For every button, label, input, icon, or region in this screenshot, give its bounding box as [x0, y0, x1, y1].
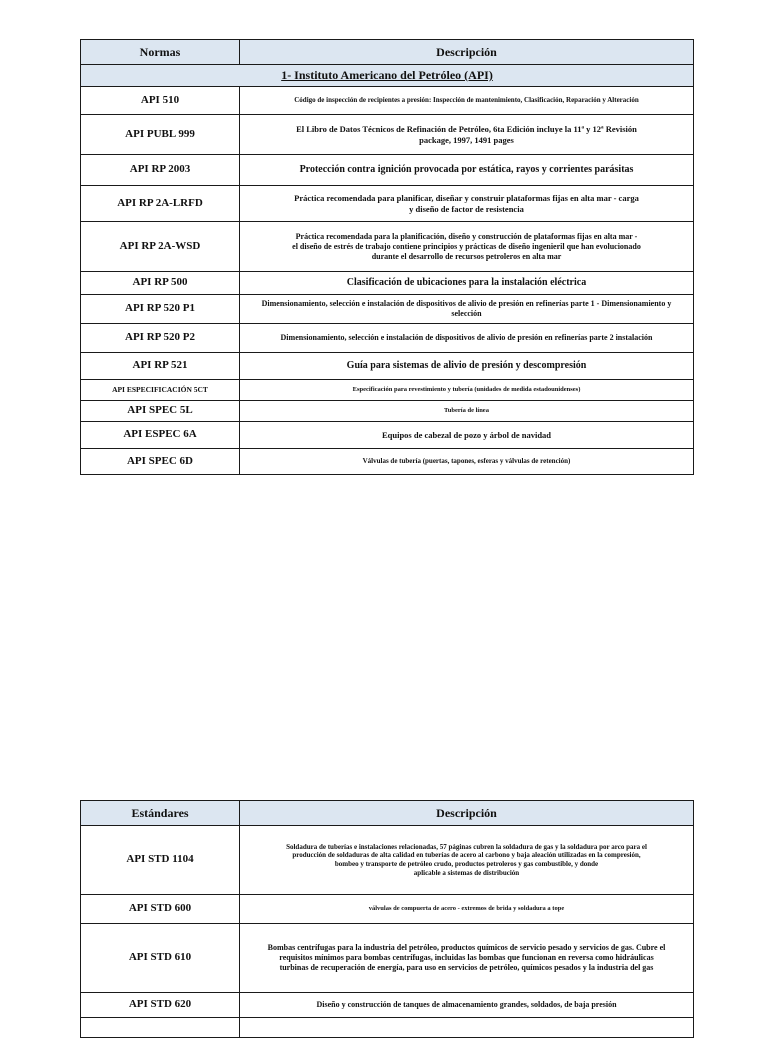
norm-description: Guía para sistemas de alivio de presión y descompresión [240, 353, 694, 380]
norm-code: API RP 520 P2 [81, 324, 240, 353]
norm-description: Práctica recomendada para planificar, diseñar y construir plataformas fijas en alta mar - carga y diseño de factor de resistencia [240, 186, 694, 222]
table-header-row [81, 40, 694, 65]
table-row [81, 186, 694, 222]
header-normas: Normas [81, 40, 240, 65]
standard-code: API STD 610 [81, 924, 240, 993]
norm-code: API RP 520 P1 [81, 295, 240, 324]
table-row [81, 324, 694, 353]
standard-description: Diseño y construcción de tanques de almacenamiento grandes, soldados, de baja presión [240, 993, 694, 1018]
norm-code: API ESPEC 6A [81, 422, 240, 449]
norm-code: API PUBL 999 [81, 115, 240, 155]
norm-code: API 510 [81, 87, 240, 115]
standard-code: API STD 600 [81, 895, 240, 924]
norm-code: API RP 2A-WSD [81, 222, 240, 272]
norm-code: API SPEC 5L [81, 401, 240, 422]
standard-code: API STD 1104 [81, 826, 240, 895]
norm-code: API RP 521 [81, 353, 240, 380]
estandares-table [80, 800, 694, 1038]
norm-description: Equipos de cabezal de pozo y árbol de navidad [240, 422, 694, 449]
table-row [81, 295, 694, 324]
norm-code: API ESPECIFICACIÓN 5CT [81, 380, 240, 401]
table-row [81, 401, 694, 422]
normas-table [80, 39, 694, 475]
section-row [81, 65, 694, 87]
header-estandares: Estándares [81, 801, 240, 826]
table-row [81, 993, 694, 1018]
norm-description: Práctica recomendada para la planificación, diseño y construcción de plataformas fijas en alta mar - el diseño de estrés de trabajo contiene principios y prácticas de diseño ingenieril que han evolucionado durante el desarrollo de recursos petroleros en alta mar [240, 222, 694, 272]
table-row [81, 155, 694, 186]
table-row [81, 826, 694, 895]
norm-description: Tubería de línea [240, 401, 694, 422]
norm-code: API RP 2A-LRFD [81, 186, 240, 222]
norm-description: Especificación para revestimiento y tubería (unidades de medida estadounidenses) [240, 380, 694, 401]
table-row [81, 115, 694, 155]
norm-description: Dimensionamiento, selección e instalación de dispositivos de alivio de presión en refinerías parte 2 instalación [240, 324, 694, 353]
table-row [81, 87, 694, 115]
table-row [81, 272, 694, 295]
standard-code [81, 1018, 240, 1038]
norm-code: API RP 500 [81, 272, 240, 295]
section-title: 1- Instituto Americano del Petróleo (API) [81, 65, 694, 87]
table-row [81, 895, 694, 924]
table-row [81, 222, 694, 272]
norm-description: Código de inspección de recipientes a presión: Inspección de mantenimiento, Clasificación, Reparación y Alteración [240, 87, 694, 115]
header-descripcion: Descripción [240, 801, 694, 826]
table-row [81, 449, 694, 475]
norm-code: API SPEC 6D [81, 449, 240, 475]
table-row [81, 924, 694, 993]
norm-description: Válvulas de tubería (puertas, tapones, esferas y válvulas de retención) [240, 449, 694, 475]
table-row [81, 1018, 694, 1038]
standard-description: Soldadura de tuberías e instalaciones relacionadas, 57 páginas cubren la soldadura de gas y la soldadura por arco para el producción de soldaduras de alta calidad en tuberías de acero al carbono y baja aleación utilizadas en la compresión, bombeo y transporte de petróleo crudo, productos petroleros y gas combustible, y donde aplicable a sistemas de distribución [240, 826, 694, 895]
table-header-row [81, 801, 694, 826]
header-descripcion: Descripción [240, 40, 694, 65]
table-row [81, 353, 694, 380]
standard-description: Bombas centrífugas para la industria del petróleo, productos químicos de servicio pesado y servicios de gas. Cubre el requisitos mínimos para bombas centrífugas, incluidas las bombas que funcionan en reversa como hidráulicas turbinas de recuperación de energía, para uso en servicios de petróleo, químicos pesados y la industria del gas [240, 924, 694, 993]
norm-description: Dimensionamiento, selección e instalación de dispositivos de alivio de presión en refinerías parte 1 - Dimensionamiento y selección [240, 295, 694, 324]
table-row [81, 422, 694, 449]
norm-description: Protección contra ignición provocada por estática, rayos y corrientes parásitas [240, 155, 694, 186]
norm-description: Clasificación de ubicaciones para la instalación eléctrica [240, 272, 694, 295]
standard-description [240, 1018, 694, 1038]
standard-code: API STD 620 [81, 993, 240, 1018]
table-row [81, 380, 694, 401]
norm-code: API RP 2003 [81, 155, 240, 186]
norm-description: El Libro de Datos Técnicos de Refinación de Petróleo, 6ta Edición incluye la 11ª y 12ª Revisión package, 1997, 1491 pages [240, 115, 694, 155]
standard-description: válvulas de compuerta de acero - extremos de brida y soldadura a tope [240, 895, 694, 924]
